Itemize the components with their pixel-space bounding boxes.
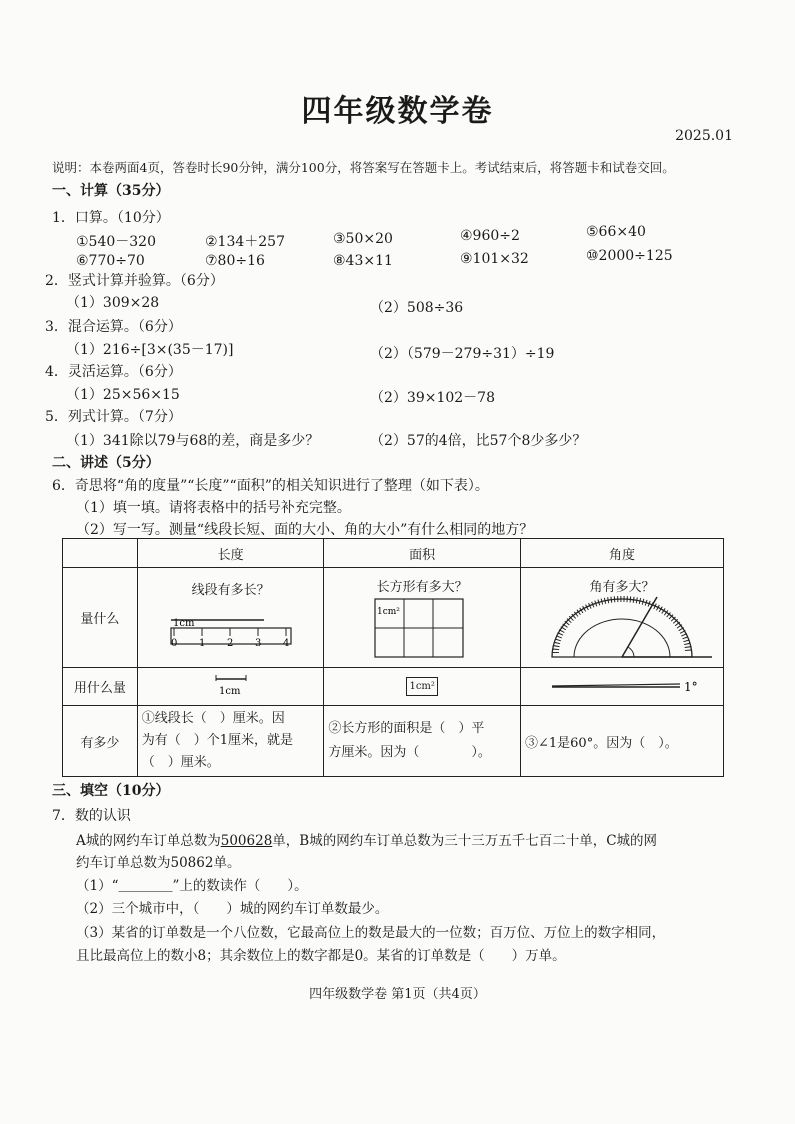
unit-segment-label: 1cm [218, 685, 241, 697]
q4-title: 4．灵活运算。（6分） [45, 364, 182, 380]
section-fill-blank: 三、填空（10分） [52, 783, 170, 799]
q4-part-a: （1）25×56×15 [66, 387, 180, 403]
q5-part-a: （1）341除以79与68的差，商是多少？ [66, 433, 320, 449]
q4-part-b: （2）39×102－78 [370, 390, 495, 406]
cell-angle-amount [521, 706, 724, 777]
q5-part-b: （2）57的4倍，比57个8少多少？ [370, 433, 587, 449]
ruler-figure [139, 598, 319, 658]
q7-title: 7．数的认识 [52, 808, 131, 824]
angle-mark [628, 647, 634, 657]
q1-item: ③50×20 [333, 231, 393, 247]
section-calculation: 一、计算（35分） [52, 183, 170, 199]
measurement-table [62, 538, 724, 777]
answer-length-line: （ ）厘米。 [141, 755, 220, 770]
q7-context-line [76, 829, 657, 849]
q7-part-2: （2）三个城市中，（ ）城的网约车订单数最少。 [76, 901, 389, 917]
q7-part-1: （1）“＿＿＿＿”上的数读作（ ）。 [76, 878, 308, 894]
q7-underlined-number: 500628 [220, 833, 273, 849]
cell-area-tool [324, 668, 521, 706]
rectangle-grid-figure [325, 595, 515, 661]
q5-title: 5．列式计算。（7分） [45, 409, 182, 425]
q7-text: 单，B城的网约车订单总数为三十三万五千七百二十单，C城的网 [272, 833, 658, 849]
unit-square: 1cm² [406, 677, 437, 696]
protractor-figure [522, 595, 722, 661]
cell-area-amount [324, 706, 521, 777]
page-title: 四年级数学卷 [301, 94, 494, 129]
unit-segment-figure [201, 673, 261, 697]
answer-area-line: 方厘米。因为（ ）。 [328, 745, 491, 760]
answer-angle-line: ③∠1是60°。因为（ ）。 [525, 735, 678, 751]
cell-area-what [324, 568, 521, 668]
header-angle: 角度 [521, 539, 724, 568]
q1-item: ④960÷2 [460, 228, 520, 244]
instructions: 说明：本卷两面4页，答卷时长90分钟，满分100分，将答案写在答题卡上。考试结束后，将答题卡和试卷交回。 [52, 160, 675, 175]
row-label-amount: 有多少 [63, 706, 138, 777]
ruler-unit-label: 1cm [172, 618, 195, 629]
page-footer: 四年级数学卷 第1页（共4页） [309, 987, 486, 1002]
q3-part-a: （1）216÷[3×(35－17)] [66, 342, 234, 358]
unit-angle-label: 1° [684, 679, 698, 694]
answer-length-line: ①线段长（ ）厘米。因 [141, 711, 285, 726]
length-question: 线段有多长？ [191, 583, 270, 598]
cell-length-amount [137, 706, 324, 777]
cell-angle-tool [521, 668, 724, 706]
q6-part-1: （1）填一填。请将表格中的括号补充完整。 [76, 500, 351, 516]
q3-part-b: （2）（579－279÷31）÷19 [370, 346, 555, 362]
q1-item: ⑩2000÷125 [586, 248, 673, 264]
q1-item: ⑦80÷16 [205, 253, 265, 269]
ruler-tick-label: 0 [170, 638, 178, 649]
q3-title: 3．混合运算。（6分） [45, 319, 182, 335]
ruler-tick-label: 4 [282, 638, 290, 649]
ruler-tick-label: 1 [198, 638, 206, 649]
cell-length-what [137, 568, 324, 668]
q1-item: ②134＋257 [205, 234, 285, 250]
unit-square-label: 1cm² [377, 607, 401, 617]
protractor-inner-arc [574, 619, 670, 657]
protractor-outline [552, 599, 692, 657]
row-label-tool: 用什么量 [63, 668, 138, 706]
cell-length-tool [137, 668, 324, 706]
q7-context-line-2: 约车订单总数为50862单。 [76, 855, 241, 871]
ruler-tick-label: 2 [226, 638, 234, 649]
q2-part-a: （1）309×28 [66, 295, 160, 311]
q1-item: ⑧43×11 [333, 253, 393, 269]
q2-part-b: （2）508÷36 [370, 300, 464, 316]
row-label-what: 量什么 [63, 568, 138, 668]
unit-angle-ray [552, 684, 680, 686]
header-length: 长度 [137, 539, 324, 568]
section-explain: 二、讲述（5分） [52, 455, 160, 471]
exam-date: 2025.01 [675, 128, 733, 144]
q1-item: ⑥770÷70 [76, 253, 145, 269]
cell-angle-what [521, 568, 724, 668]
ruler-tick-label: 3 [254, 638, 262, 649]
answer-area-line: ②长方形的面积是（ ）平 [328, 721, 485, 736]
header-area: 面积 [324, 539, 521, 568]
q1-title: 1．口算。（10分） [52, 210, 170, 226]
q2-title: 2．竖式计算并验算。（6分） [45, 273, 224, 289]
q1-item: ⑤66×40 [586, 224, 646, 240]
q1-item: ⑨101×32 [460, 251, 529, 267]
q7-text: A城的网约车订单总数为 [76, 833, 221, 849]
protractor-scale [556, 599, 688, 653]
q7-part-3-cont: 且比最高位上的数小8；其余数位上的数字都是0。某省的订单数是（ ）万单。 [76, 948, 566, 964]
unit-angle-figure [522, 675, 712, 695]
corner-cell [63, 539, 138, 568]
answer-length-line: 为有（ ）个1厘米，就是 [141, 733, 294, 748]
q6-title: 6．奇思将“角的度量”“长度”“面积”的相关知识进行了整理（如下表）。 [52, 478, 489, 494]
q7-part-3: （3）某省的订单数是一个八位数，它最高位上的数是最大的一位数；百万位、万位上的数字相同， [76, 925, 666, 941]
angle-question: 角有多大？ [589, 580, 655, 595]
q1-item: ①540－320 [76, 234, 156, 250]
q6-part-2: （2）写一写。测量“线段长短、面的大小、角的大小”有什么相同的地方？ [76, 522, 534, 538]
area-question: 长方形有多大？ [376, 580, 468, 595]
